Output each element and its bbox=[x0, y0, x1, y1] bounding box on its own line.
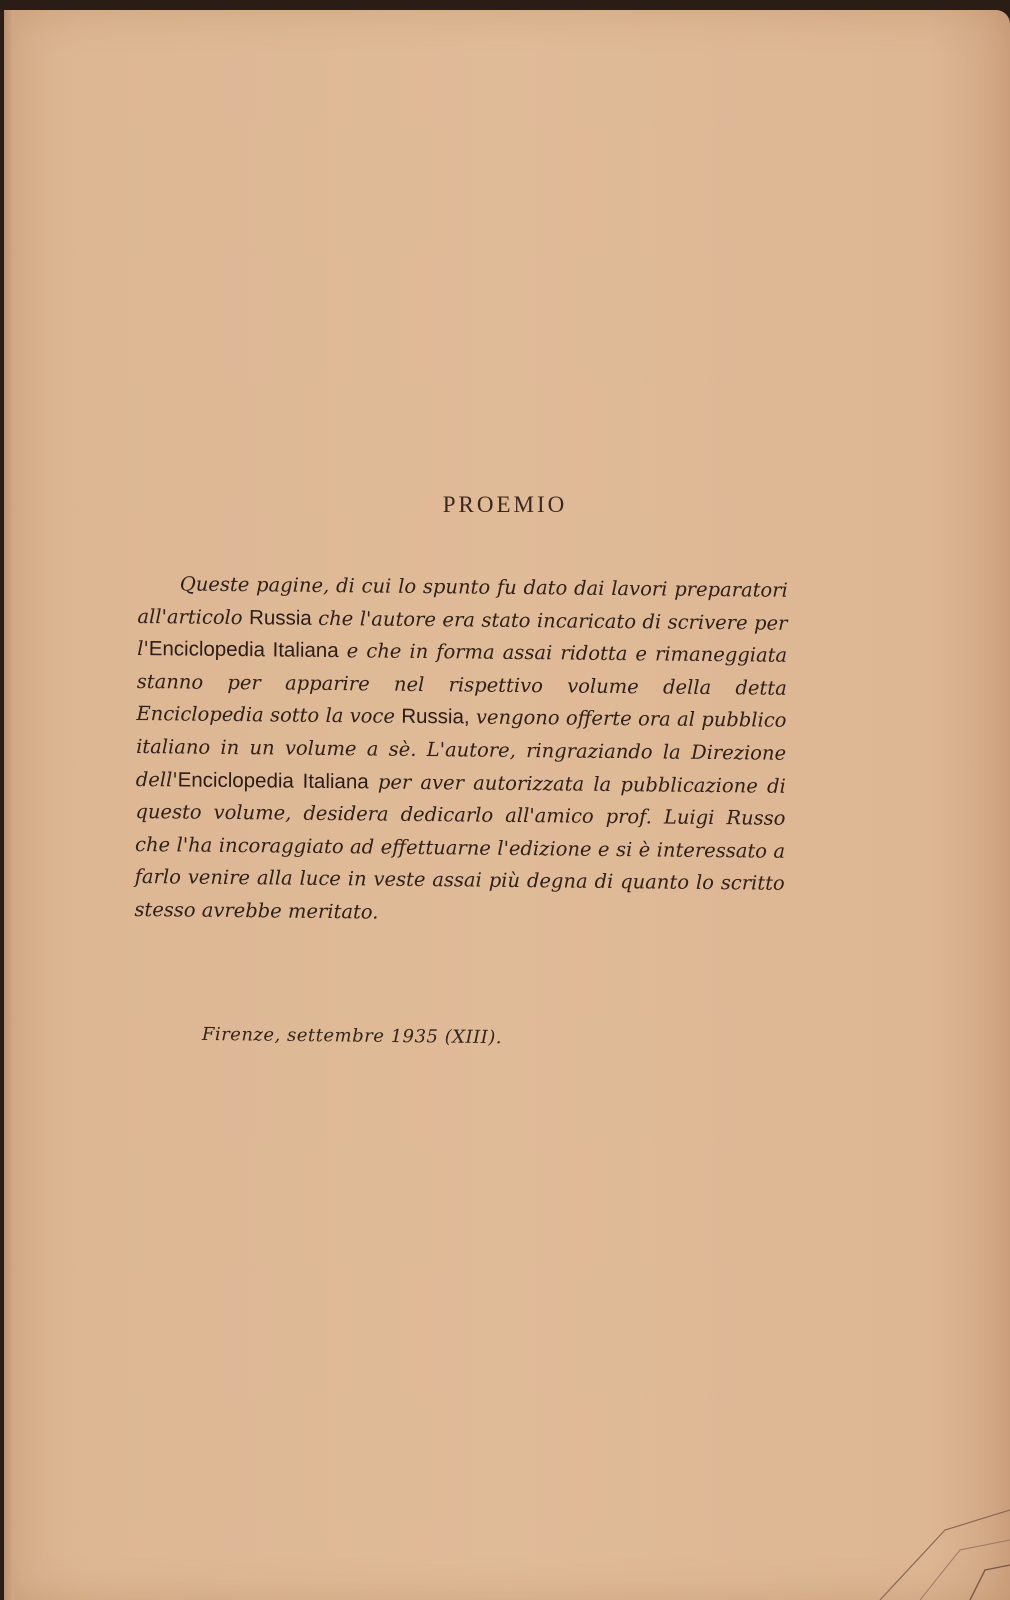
term-enciclopedia-italiana-2: Enciclopedia Italiana bbox=[177, 767, 369, 793]
page-title: PROEMIO bbox=[442, 492, 568, 517]
place-date-signature: Firenze, settembre 1935 (XIII). bbox=[201, 1024, 503, 1049]
preface-text-5: per aver autorizzata la pubblicazione di questo volume, desidera dedicarlo all'amico prof. Luigi Russo che l'ha incoraggiato ad effettuarne l'edizione e si è interessato a farlo venire alla luce in veste assai più degna di quanto lo scritto stesso avrebbe meritato. bbox=[134, 769, 786, 924]
preface-text-3: e che in forma assai ridotta e rimaneggiata stanno per apparire nel rispettivo volume della detta Enciclopedia sotto la voce bbox=[136, 639, 788, 729]
preface-text-4: vengono offerte ora al pubblico italiano in un volume a sè. L'autore, ringraziando la Direzione dell' bbox=[135, 705, 787, 791]
preface-text-1: Queste pagine, di cui lo spunto fu dato dai lavori preparatori all'articolo bbox=[137, 572, 788, 629]
term-enciclopedia-italiana: Enciclopedia Italiana bbox=[148, 637, 339, 663]
worn-corner-decoration bbox=[850, 1490, 1010, 1600]
page-binding-edge bbox=[4, 10, 14, 1600]
preface-paragraph bbox=[134, 568, 788, 933]
preface-text-2: che l'autore era stato incaricato di scrivere per l' bbox=[137, 606, 788, 661]
term-russia-entry: Russia, bbox=[401, 705, 470, 729]
term-russia: Russia bbox=[248, 605, 312, 630]
